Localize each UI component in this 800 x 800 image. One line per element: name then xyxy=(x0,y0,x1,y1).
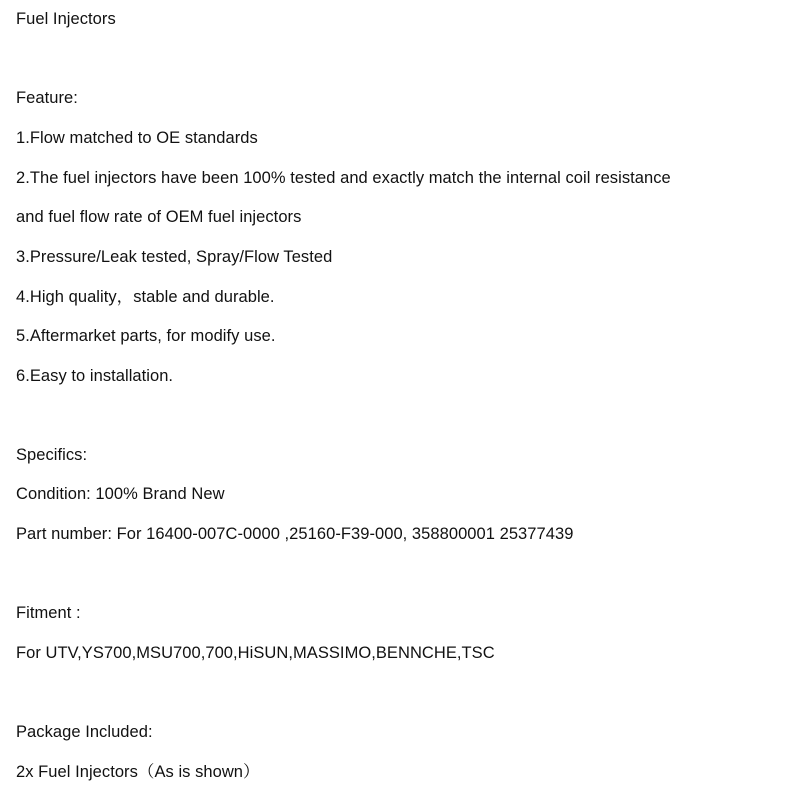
feature-item-5: 5.Aftermarket parts, for modify use. xyxy=(16,327,276,345)
fitment-heading: Fitment : xyxy=(16,604,81,622)
specifics-heading: Specifics: xyxy=(16,446,88,464)
fitment-text: For UTV,YS700,MSU700,700,HiSUN,MASSIMO,BENNCHE,TSC xyxy=(16,644,495,662)
feature-item-6: 6.Easy to installation. xyxy=(16,367,174,385)
condition-text: Condition: 100% Brand New xyxy=(16,485,225,503)
package-text: 2x Fuel Injectors（As is shown） xyxy=(16,763,260,781)
feature-item-2: 2.The fuel injectors have been 100% tested and exactly match the internal coil resistance xyxy=(16,169,671,187)
product-title: Fuel Injectors xyxy=(16,10,116,28)
feature-item-3: 3.Pressure/Leak tested, Spray/Flow Tested xyxy=(16,248,333,266)
feature-item-4: 4.High quality，stable and durable. xyxy=(16,288,275,306)
feature-item-1: 1.Flow matched to OE standards xyxy=(16,129,258,147)
package-heading: Package Included: xyxy=(16,723,153,741)
part-number-text: Part number: For 16400-007C-0000 ,25160-F39-000, 358800001 25377439 xyxy=(16,525,574,543)
feature-item-2-continued: and fuel flow rate of OEM fuel injectors xyxy=(16,208,302,226)
feature-heading: Feature: xyxy=(16,89,78,107)
